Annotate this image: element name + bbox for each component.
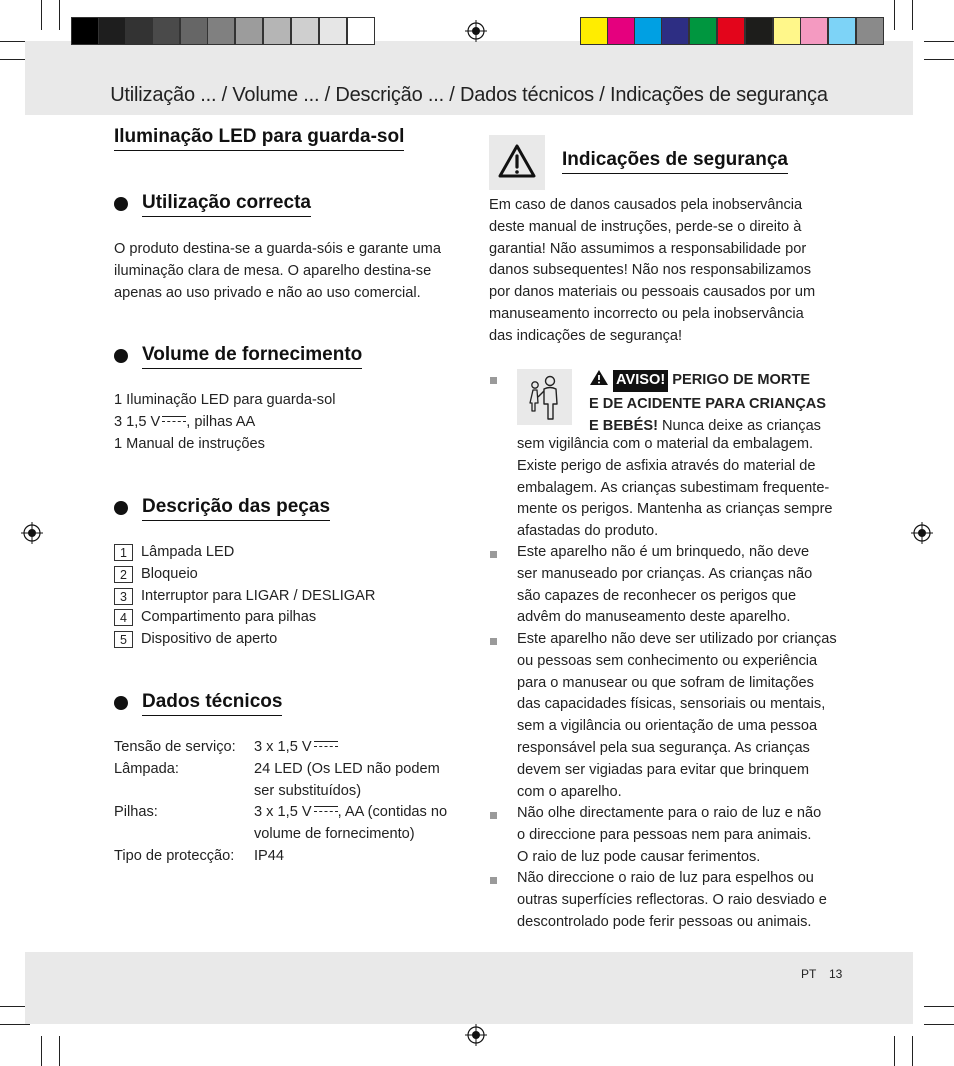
- page-number: 13: [829, 967, 843, 981]
- section-bullet-icon: [114, 501, 128, 515]
- heading-delivery: Volume de fornecimento: [142, 344, 362, 369]
- section-bullet-icon: [114, 197, 128, 211]
- registration-mark-icon: [465, 20, 487, 42]
- bullet-icon: [490, 877, 497, 884]
- page-header-title: Utilização ... / Volume ... / Descrição ... / Dados técnicos / Indicações de segurança: [110, 84, 828, 106]
- delivery-list: 1 Iluminação LED para guarda-sol 3 1,5 V , pilhas AA 1 Manual de instruções: [114, 392, 336, 452]
- aviso-badge: AVISO!: [613, 370, 668, 392]
- bullet-icon: [490, 638, 497, 645]
- bullet-icon: [490, 812, 497, 819]
- list-item: Não direccione o raio de luz para espelhos ou outras superfícies reflectoras. O raio desviado e descontrolado pode ferir pessoas ou animais.: [517, 870, 827, 930]
- list-item: Este aparelho não deve ser utilizado por crianças ou pessoas sem conhecimento ou experiência para o manusear ou que sofram de limitações das capacidades físicas, sensoriais ou mentais, sem a vigilância ou orientação de uma pessoa responsável pela sua segurança. As crianças devem ser vigiadas para evitar que brinquem com o aparelho.: [517, 631, 837, 800]
- footer-band: [25, 952, 913, 1024]
- section-bullet-icon: [114, 696, 128, 710]
- dc-symbol-icon: [314, 806, 338, 815]
- heading-use: Utilização correcta: [142, 192, 311, 217]
- bullet-icon: [490, 551, 497, 558]
- parts-list: [114, 542, 474, 651]
- spec-row: Tipo de protecção: IP44: [114, 848, 285, 864]
- child-warning-icon: [517, 369, 572, 425]
- spec-row: Pilhas: 3 x 1,5 V , AA (contidas no volume de fornecimento): [114, 804, 448, 842]
- list-item: 5 Dispositivo de aperto: [114, 629, 474, 651]
- heading-safety: Indicações de segurança: [562, 149, 788, 174]
- heading-tech: Dados técnicos: [142, 691, 282, 716]
- footer-language: PT: [801, 967, 817, 981]
- list-item: 3 Interruptor para LIGAR / DESLIGAR: [114, 586, 474, 608]
- dc-symbol-icon: [162, 416, 186, 425]
- section-bullet-icon: [114, 349, 128, 363]
- list-item: 2 Bloqueio: [114, 564, 474, 586]
- bullet-icon: [490, 377, 497, 384]
- warning-triangle-icon: [489, 135, 545, 190]
- dc-symbol-icon: [314, 741, 338, 750]
- heading-parts: Descrição das peças: [142, 496, 330, 521]
- small-warning-triangle-icon: [589, 369, 609, 394]
- warning-text: sem vigilância com o material da embalagem. Existe perigo de asfixia através do material de embalagem. As crianças subestimam frequente- mente os perigos. Mantenha as crianças sempre afastadas do produto.: [517, 436, 833, 540]
- spec-row: Lâmpada: 24 LED (Os LED não podem ser substituídos): [114, 761, 440, 799]
- product-title: Iluminação LED para guarda-sol: [114, 126, 404, 151]
- list-item: 1 Lâmpada LED: [114, 542, 474, 564]
- spec-row: Tensão de serviço: 3 x 1,5 V: [114, 737, 474, 759]
- use-text: O produto destina-se a guarda-sóis e garante uma iluminação clara de mesa. O aparelho destina-se apenas ao uso privado e não ao uso comercial.: [114, 241, 441, 301]
- safety-intro: Em caso de danos causados pela inobservância deste manual de instruções, perde-se o direito à garantia! Não assumimos a responsabilidade por danos subsequentes! Não nos responsabilizamos por danos materiais ou pessoais causados por um manuseamento incorrecto ou pela inobservância das indicações de segurança!: [489, 197, 816, 344]
- list-item: Este aparelho não é um brinquedo, não deve ser manuseado por crianças. As crianças não são capazes de reconhecer os perigos que advêm do manuseamento deste aparelho.: [517, 544, 813, 626]
- registration-mark-icon: [911, 522, 933, 544]
- list-item: Não olhe directamente para o raio de luz e não o direccione para pessoas nem para animais. O raio de luz pode causar ferimentos.: [517, 805, 822, 865]
- warning-lead: AVISO! PERIGO DE MORTE E DE ACIDENTE PARA CRIANÇAS E BEBÉS! Nunca deixe as crianças: [589, 369, 849, 437]
- registration-mark-icon: [465, 1024, 487, 1046]
- list-item: 4 Compartimento para pilhas: [114, 607, 474, 629]
- registration-mark-icon: [21, 522, 43, 544]
